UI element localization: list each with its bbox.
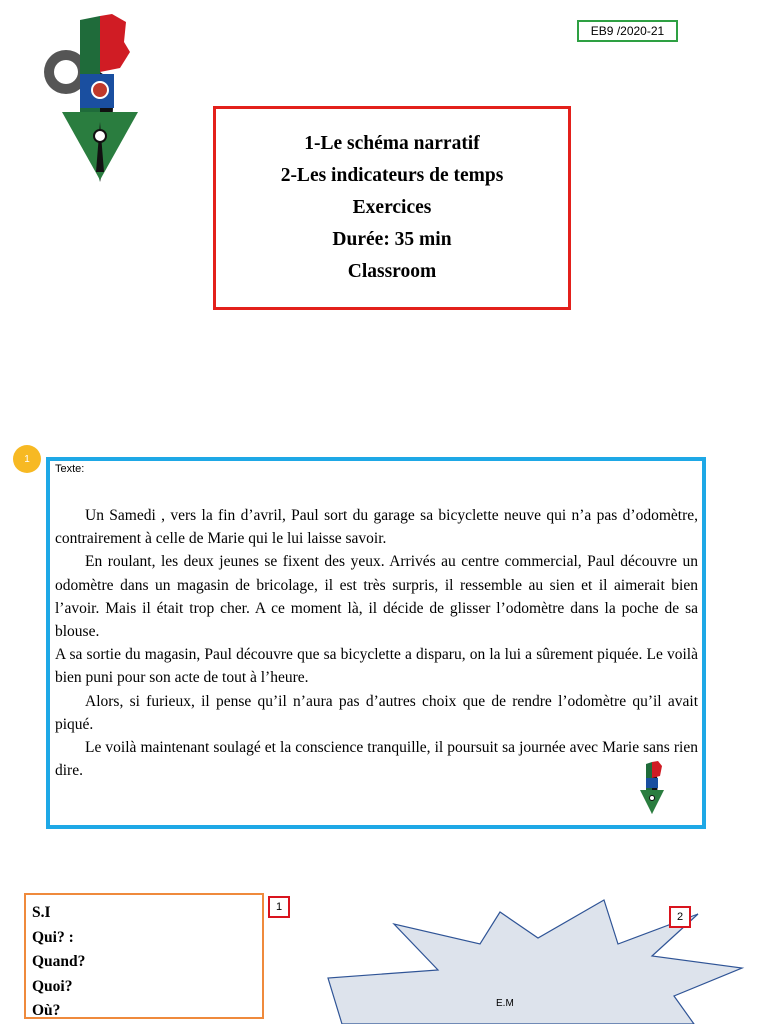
story-text [55,504,698,782]
lesson-title-box [213,106,571,310]
paragraph: A sa sortie du magasin, Paul découvre que sa bicyclette a disparu, on la lui a sûrement piquée. Le voilà bien puni pour son acte de tout à l’heure. [55,646,698,687]
si-line: Quoi? [32,977,73,995]
paragraph: Alors, si furieux, il pense qu’il n’aura pas d’autres choix que de rendre l’odomètre qu’il avait piqué. [55,692,698,733]
number-badge-2: 2 [669,906,691,928]
paragraph: En roulant, les deux jeunes se fixent des yeux. Arrivés au centre commercial, Paul découvre un odomètre dans un magasin de bricolage, il est très surpris, il ressemble au sien et il aimerait bien l’avoir. Mais il était trop cher. A ce moment là, il décide de glisser l’odomètre dans la poche de sa blouse. [55,553,698,641]
title-line-1: 1-Le schéma narratif [304,133,480,154]
si-line: S.I [32,904,51,921]
si-line: Quand? [32,953,86,971]
paragraph: Un Samedi , vers la fin d’avril, Paul sort du garage sa bicyclette neuve qui n’a pas d’odomètre, contrairement à celle de Marie qui le lui laisse savoir. [55,507,698,548]
paragraph: Le voilà maintenant soulagé et la conscience tranquille, il poursuit sa journée avec Marie sans rien dire. [55,739,698,780]
title-line-2: 2-Les indicateurs de temps [280,165,504,186]
explosion-shape [320,898,768,1024]
title-line-4: Durée: 35 min [332,229,452,250]
title-line-5: Classroom [347,261,437,282]
initial-situation-box [24,893,264,1019]
si-line: Où? [32,1002,61,1020]
si-line: Qui? : [32,928,74,946]
number-badge-1: 1 [268,896,290,918]
section-number-circle: 1 [13,445,41,473]
class-code-badge: EB9 /2020-21 [577,20,678,42]
school-logo [40,12,160,184]
title-line-3: Exercices [352,197,432,218]
text-label: Texte: [55,463,85,475]
mini-school-logo [632,760,672,816]
em-label: E.M [496,998,514,1009]
